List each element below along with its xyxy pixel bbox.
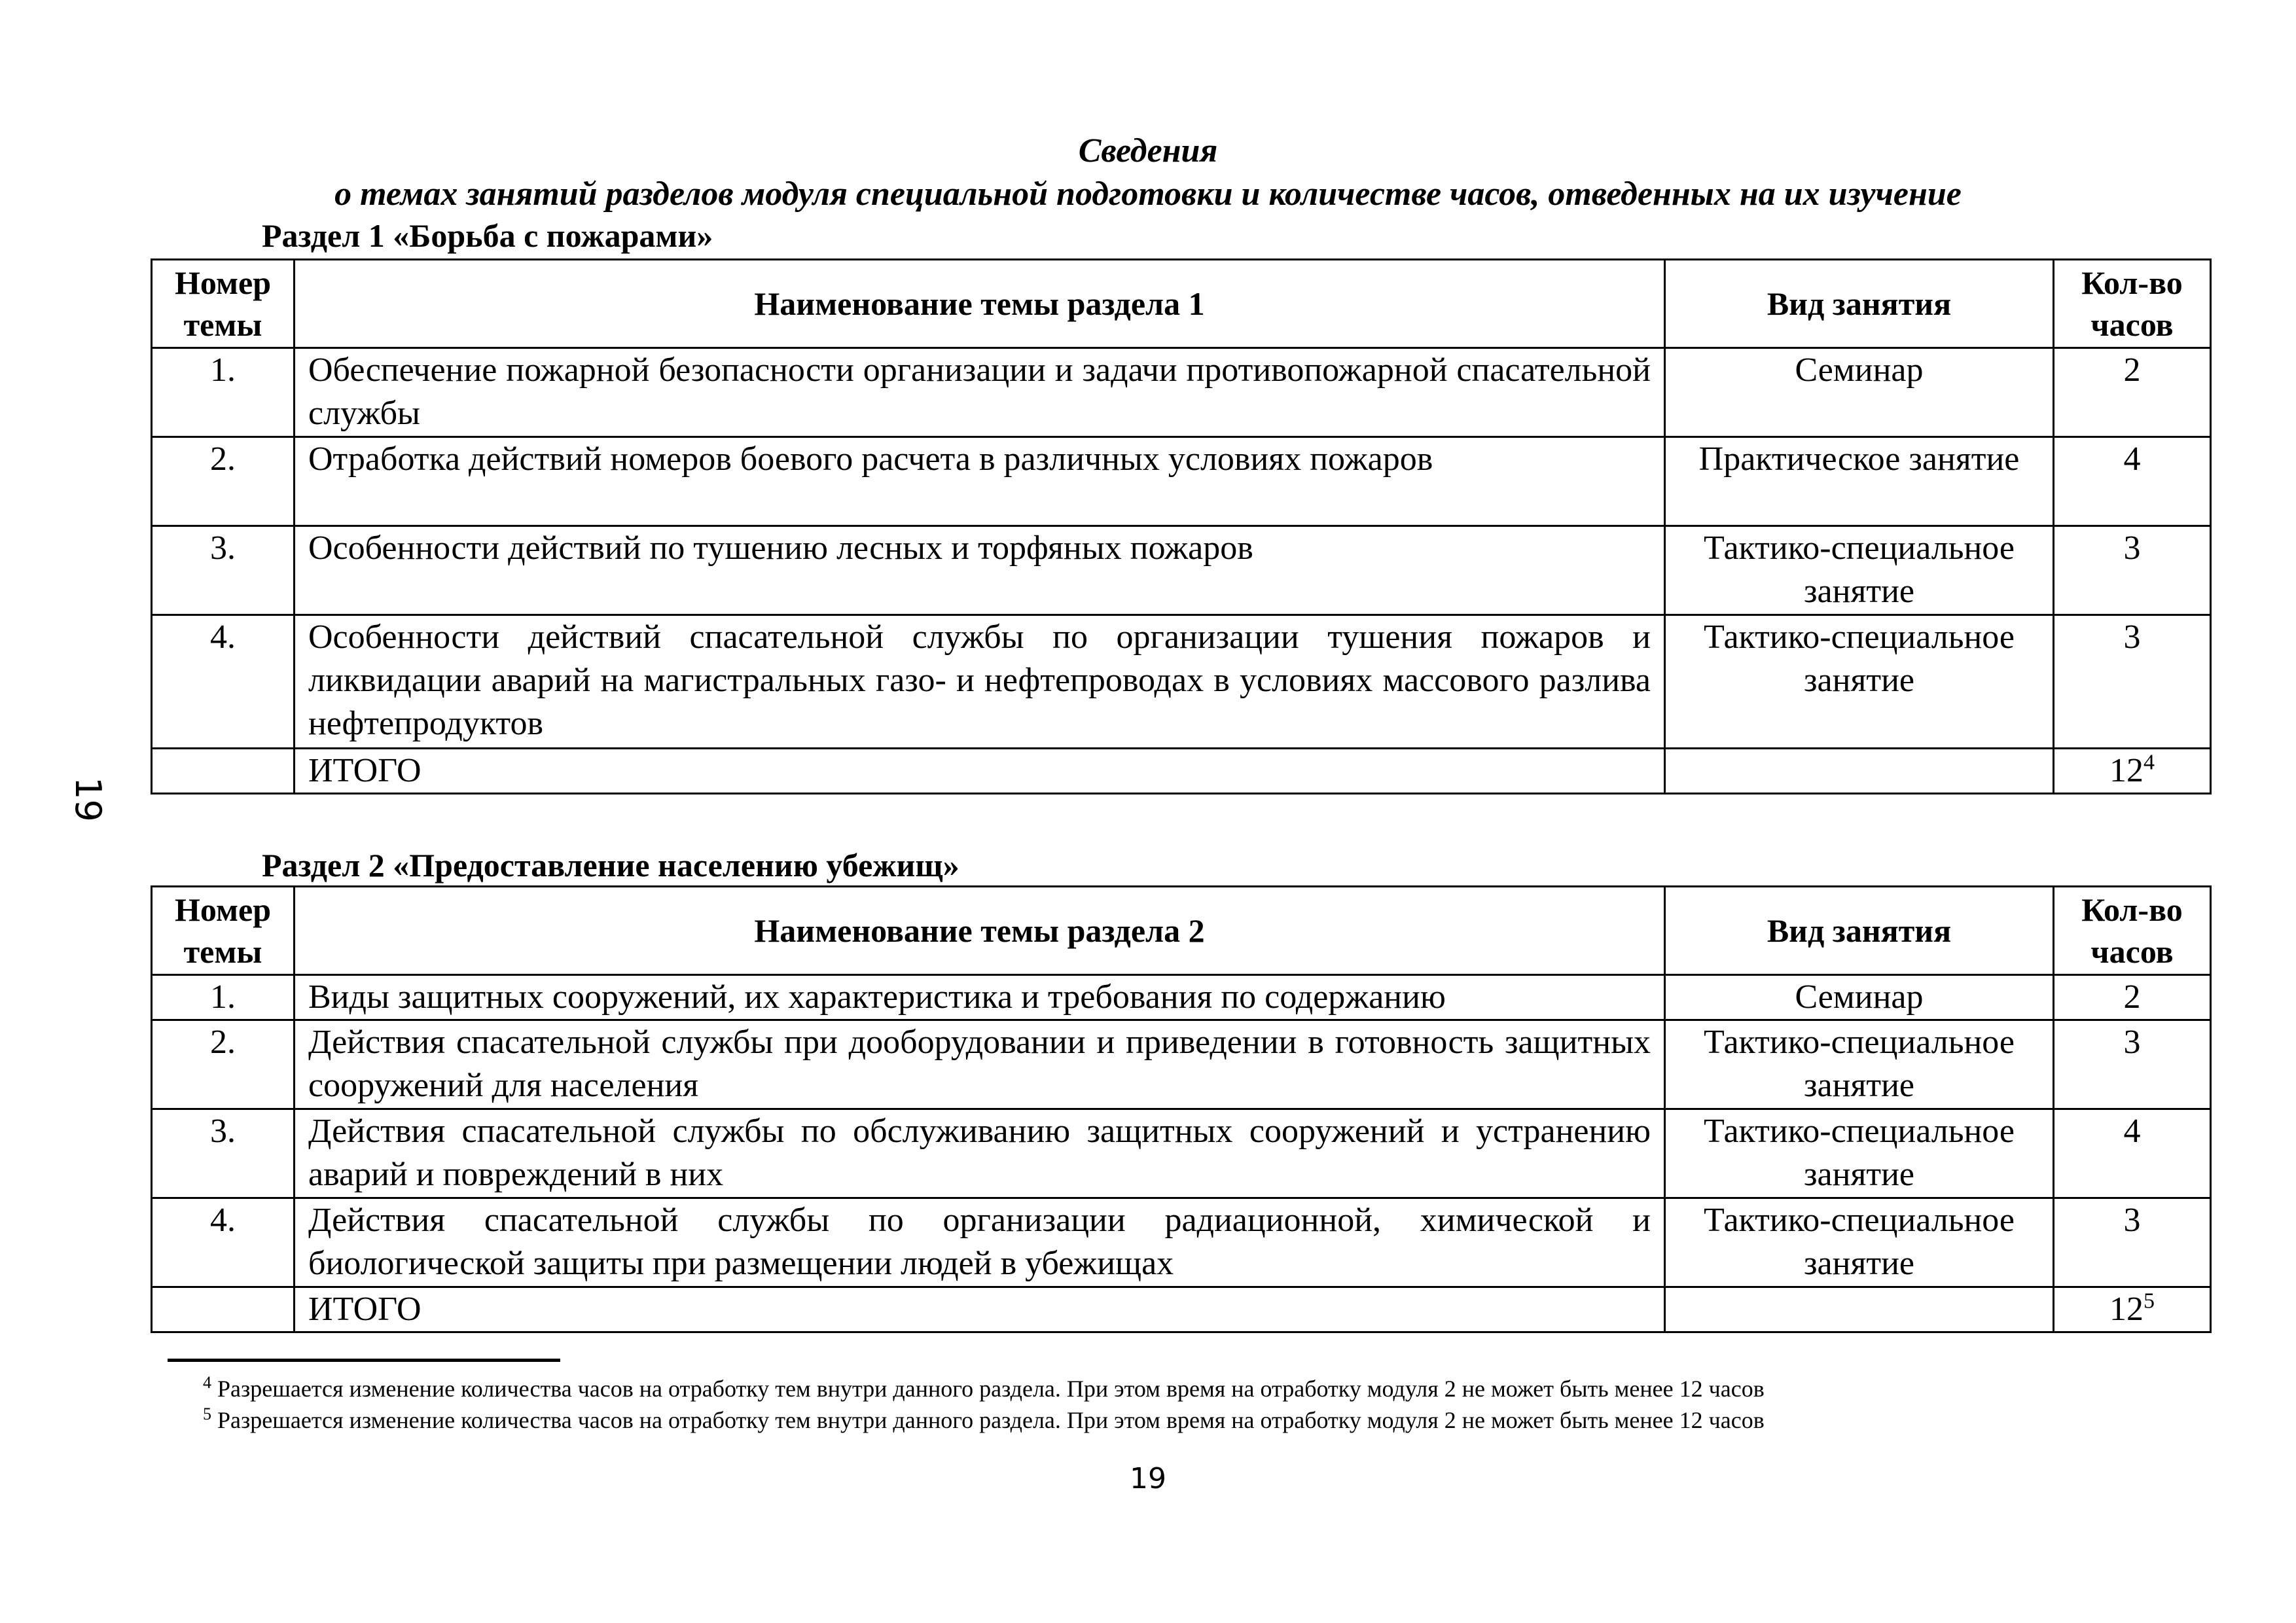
table-row [152, 615, 2211, 749]
row-hours: 4 [2054, 437, 2211, 526]
row-num: 1. [152, 348, 295, 437]
row-topic: Особенности действий по тушению лесных и торфяных пожаров [295, 526, 1665, 615]
header-kind: Вид занятия [1665, 260, 2054, 348]
row-kind: Семинар [1665, 348, 2054, 437]
total-label: ИТОГО [295, 1287, 1665, 1332]
row-num: 1. [152, 975, 295, 1020]
row-num: 2. [152, 1020, 295, 1109]
footnote-separator [168, 1359, 560, 1362]
document-subtitle: о темах занятий разделов модуля специальной подготовки и количестве часов, отведенных на их изучение [334, 175, 1962, 213]
table-header-row [152, 887, 2211, 975]
row-kind: Тактико-специальное занятие [1665, 1020, 2054, 1109]
table-row [152, 1109, 2211, 1198]
header-topic: Наименование темы раздела 1 [295, 260, 1665, 348]
section-2-table [151, 885, 2212, 1333]
row-kind: Тактико-специальное занятие [1665, 1198, 2054, 1287]
row-hours: 2 [2054, 975, 2211, 1020]
footnote-ref: 5 [2144, 1289, 2155, 1313]
table-row [152, 1020, 2211, 1109]
row-kind: Тактико-специальное занятие [1665, 1109, 2054, 1198]
row-topic: Виды защитных сооружений, их характеристика и требования по содержанию [295, 975, 1665, 1020]
row-hours: 3 [2054, 615, 2211, 749]
header-topic: Наименование темы раздела 2 [295, 887, 1665, 975]
table-row [152, 1198, 2211, 1287]
row-topic: Действия спасательной службы при дооборудовании и приведении в готовность защитных сооружений для населения [295, 1020, 1665, 1109]
header-num: Номер темы [152, 260, 295, 348]
row-topic: Действия спасательной службы по организации радиационной, химической и биологической защиты при размещении людей в убежищах [295, 1198, 1665, 1287]
row-topic: Отработка действий номеров боевого расчета в различных условиях пожаров [295, 437, 1665, 526]
row-num: 3. [152, 1109, 295, 1198]
row-kind: Семинар [1665, 975, 2054, 1020]
row-kind: Практическое занятие [1665, 437, 2054, 526]
row-hours: 4 [2054, 1109, 2211, 1198]
row-hours: 3 [2054, 1198, 2211, 1287]
row-kind: Тактико-специальное занятие [1665, 615, 2054, 749]
table-row [152, 975, 2211, 1020]
total-row [152, 749, 2211, 794]
footnote-ref: 4 [2144, 750, 2155, 775]
table-row [152, 526, 2211, 615]
total-hours: $12^5$ [2054, 1287, 2211, 1332]
table-header-row [152, 260, 2211, 348]
table-row [152, 437, 2211, 526]
total-label: ИТОГО [295, 749, 1665, 794]
header-kind: Вид занятия [1665, 887, 2054, 975]
row-topic: Обеспечение пожарной безопасности организации и задачи противопожарной спасательной службы [295, 348, 1665, 437]
row-num: 2. [152, 437, 295, 526]
row-kind: Тактико-специальное занятие [1665, 526, 2054, 615]
row-topic: Особенности действий спасательной службы по организации тушения пожаров и ликвидации аварий на магистральных газо- и нефтепроводах в условиях массового разлива нефтепродуктов [295, 615, 1665, 749]
row-num: 4. [152, 1198, 295, 1287]
row-hours: 3 [2054, 1020, 2211, 1109]
footnote-4: $^4$ Разрешается изменение количества часов на отработку тем внутри данного раздела. При этом время на отработку модуля 2 не может быть менее 12 часов [203, 1373, 1765, 1402]
section-2-title: Раздел 2 «Предоставление населению убежищ» [262, 847, 960, 883]
row-hours: 3 [2054, 526, 2211, 615]
footnote-5: $^5$ Разрешается изменение количества часов на отработку тем внутри данного раздела. При этом время на отработку модуля 2 не может быть менее 12 часов [203, 1404, 1765, 1433]
header-hours: Кол-во часов [2054, 260, 2211, 348]
row-hours: 2 [2054, 348, 2211, 437]
row-topic: Действия спасательной службы по обслуживанию защитных сооружений и устранению аварий и повреждений в них [295, 1109, 1665, 1198]
document-title: Сведения [1078, 132, 1218, 169]
section-1-table [151, 259, 2212, 794]
row-num: 3. [152, 526, 295, 615]
total-hours: $12^4$ [2054, 749, 2211, 794]
page-number: 19 [1130, 1462, 1166, 1495]
header-hours: Кол-во часов [2054, 887, 2211, 975]
table-row [152, 348, 2211, 437]
row-num: 4. [152, 615, 295, 749]
section-1-title: Раздел 1 «Борьба с пожарами» [262, 217, 713, 254]
header-num: Номер темы [152, 887, 295, 975]
side-page-number: 19 [67, 777, 109, 822]
total-row [152, 1287, 2211, 1332]
